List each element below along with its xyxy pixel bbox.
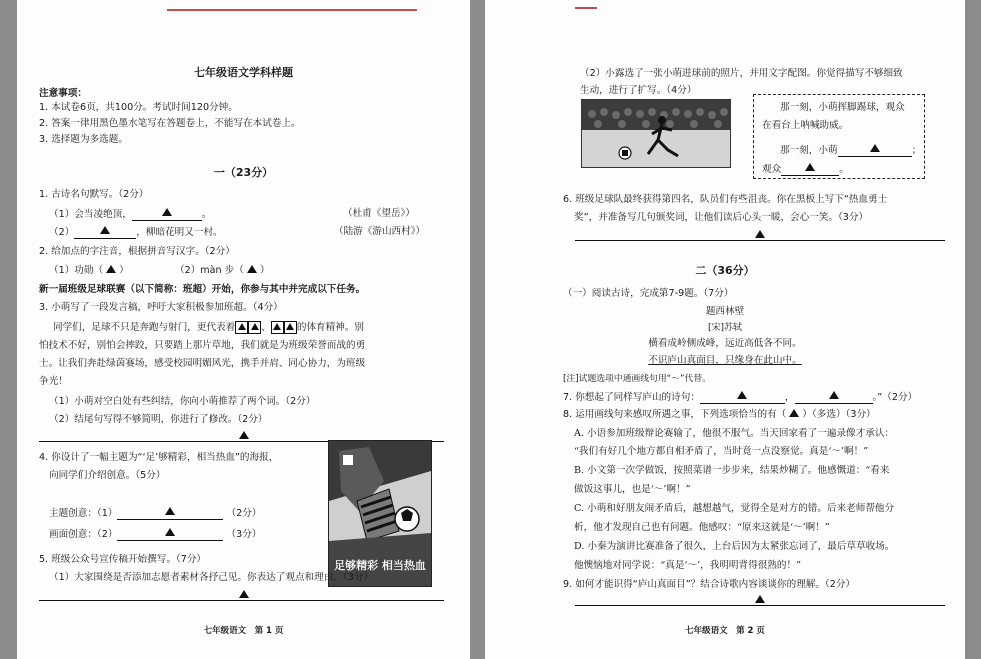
question-3: 3. 小萌写了一段发言稿，呼吁大家积极参加班超。（4分） [39,302,283,313]
triangle-icon [870,144,880,152]
option-a-line-2: “我们有好几个地方都自相矛盾了，当时竟一点没察觉。真是‘～’啊！” [574,446,869,457]
triangle-icon [239,431,249,439]
question-2-1: （1）功勋（ ） [49,265,129,276]
triangle-icon [789,409,799,417]
question-5-2-line-2: 生动，进行了扩写。（4分） [580,85,697,96]
triangle-icon [247,265,257,273]
triangle-icon [755,230,765,238]
speech-line-1: 同学们，足球不只是奔跑与射门，更代表着 、 的体育精神。别 [53,322,365,333]
poem-line-1: 横看成岭侧成峰，远近高低各不同。 [648,338,802,349]
option-c-line-2: 析，他才发现自己也有问题。他感叹：“原来这就是‘～’啊！” [574,522,830,533]
answer-blank[interactable] [117,527,223,541]
poster-image [328,440,432,587]
option-b-line-1[interactable]: B. 小文第一次学做饭，按照菜谱一步步来，结果炒糊了。他感慨道：“看来 [574,465,890,476]
question-3-2: （2）结尾句写得不够简明，你进行了修改。（2分） [49,414,268,425]
task-intro: 新一届班级足球联赛（以下简称：班超）开始，你参与其中并完成以下任务。 [39,284,366,295]
question-1-1-source: （杜甫《望岳》） [343,208,415,219]
exam-page-2 [485,0,965,659]
poster-slogan: 足够精彩 相当热血 [334,559,426,572]
question-9: 9. 如何才能识得“庐山真面目”？结合诗歌内容谈谈你的理解。（2分） [563,579,856,590]
option-c-line-1[interactable]: C. 小萌和好朋友闹矛盾后，越想越气，觉得全是对方的错。后来老师帮他分 [574,503,895,514]
question-5-1: （1）大家围绕是否添加志愿者素材各抒己见。你表达了观点和理由。（3分） [49,572,374,583]
triangle-icon [165,528,175,536]
triangle-icon [737,391,747,399]
question-6-line-2: 奖”，并准备写几句颁奖词，让他们读后心头一暖，会心一笑。（3分） [574,212,869,223]
answer-blank[interactable] [781,162,839,176]
section-2-heading: 二（36分） [695,264,755,277]
triangle-icon [251,323,259,330]
design-creative-row: 画面创意：（2） （3分） [49,529,262,540]
option-d-line-2: 他懊恼地对同学说：“真是‘～’，我明明背得很熟的！” [574,560,801,571]
question-5-2-line-1: （2）小露选了一张小萌进球前的照片，并用文字配图。你觉得描写不够细致 [580,68,903,79]
match-photo [581,99,731,168]
notice-heading: 注意事项： [39,88,87,99]
poem-note: [注]试题选项中通画线句用“～”代替。 [563,374,711,384]
speech-line-2: 怕技术不好，别怕会摔跤，只要踏上那片草地，我们就是为班级荣誉而战的勇 [39,340,366,351]
option-b-line-2: 做饭这事儿，也是‘～’啊！” [574,484,691,495]
option-d-line-1[interactable]: D. 小秦为演讲比赛准备了很久，上台后因为太紧张忘词了，最后草草收场。 [574,541,895,552]
triangle-icon [238,323,246,330]
triangle-icon [106,265,116,273]
question-6-line-1: 6. 班级足球队最终获得第四名，队员们有些沮丧。你在黑板上写下“热血勇士 [563,194,888,205]
reading-heading: （一）阅读古诗，完成第7-9题。（7分） [563,288,734,299]
notice-2: 2. 答案一律用黑色墨水笔写在答题卷上，不能写在本试卷上。 [39,118,301,129]
answer-blank[interactable] [700,390,785,404]
triangle-icon [805,163,815,171]
question-8: 8. 运用画线句来感叹所遇之事，下列选项恰当的有（ ）（多选）（3分） [563,409,876,420]
answer-blank[interactable] [795,390,873,404]
question-5: 5. 班级公众号宣传稿开始撰写。（7分） [39,554,207,565]
answer-blank[interactable] [74,225,136,239]
poem-author: [宋]苏轼 [707,323,743,333]
triangle-icon [239,590,249,598]
speech-line-3: 士。让我们奔赴绿茵赛场，感受校园明媚风光，携手并肩、同心协力，为班级 [39,358,366,369]
notice-3: 3. 选择题为多选题。 [39,134,128,145]
triangle-icon [273,323,281,330]
question-4-line-1: 4. 你设计了一幅主题为“‘足’够精彩，相当热血”的海报， [39,452,279,463]
poem-line-2: 不识庐山真面目，只缘身在此山中。 [648,355,802,366]
caption-line-4: 观众 。 [762,164,849,175]
speech-line-4: 争光！ [39,376,68,387]
poem-title: 题西林壁 [705,306,745,317]
question-1-1: （1）会当凌绝顶， 。 [49,209,212,220]
answer-blank[interactable] [838,143,912,157]
triangle-icon [286,323,294,330]
notice-1: 1. 本试卷6页，共100分。考试时间120分钟。 [39,102,238,113]
caption-line-3: 那一刻，小萌 ； [780,145,922,156]
triangle-icon [162,208,172,216]
blank-box[interactable] [284,321,297,334]
question-2: 2. 给加点的字注音，根据拼音写汉字。（2分） [39,246,235,257]
triangle-icon [755,595,765,603]
question-1: 1. 古诗名句默写。（2分） [39,189,149,200]
blank-box[interactable] [271,321,284,334]
theme-creative-row: 主题创意：（1） （2分） [49,508,262,519]
question-2-2: （2）màn 步（ ） [175,265,270,276]
triangle-icon [165,507,175,515]
page-footer-2: 七年级语文 第 2 页 [685,626,765,636]
triangle-icon [100,226,110,234]
option-a-line-1[interactable]: A. 小语参加班级辩论赛输了，他很不服气。当天回家看了一遍录像才承认： [574,428,895,439]
exam-title: 七年级语文学科样题 [194,66,293,79]
question-3-1: （1）小萌对空白处有些纠结，你向小萌推荐了两个词。（2分） [49,396,316,407]
top-edge-mark [167,9,417,11]
question-4-line-2: 向同学们介绍创意。（5分） [49,470,166,481]
top-edge-mark [575,7,597,9]
blank-box[interactable] [235,321,248,334]
question-7: 7. 你想起了同样写庐山的诗句： ， 。”（2分） [563,392,918,403]
question-1-2: （2） ，柳暗花明又一村。 [49,227,223,238]
triangle-icon [829,391,839,399]
exam-page-1 [17,0,470,659]
answer-blank[interactable] [117,506,223,520]
caption-line-2: 在看台上呐喊助威。 [762,120,849,131]
football-photo-illustration [582,100,730,167]
section-1-heading: 一（23分） [213,166,274,179]
football-poster-illustration [329,441,431,586]
answer-blank[interactable] [132,207,202,221]
page-footer-1: 七年级语文 第 1 页 [203,626,284,636]
blank-box[interactable] [248,321,261,334]
question-1-2-source: （陆游《游山西村》） [334,226,426,237]
caption-line-1: 那一刻，小萌挥脚踢球，观众 [780,102,905,113]
